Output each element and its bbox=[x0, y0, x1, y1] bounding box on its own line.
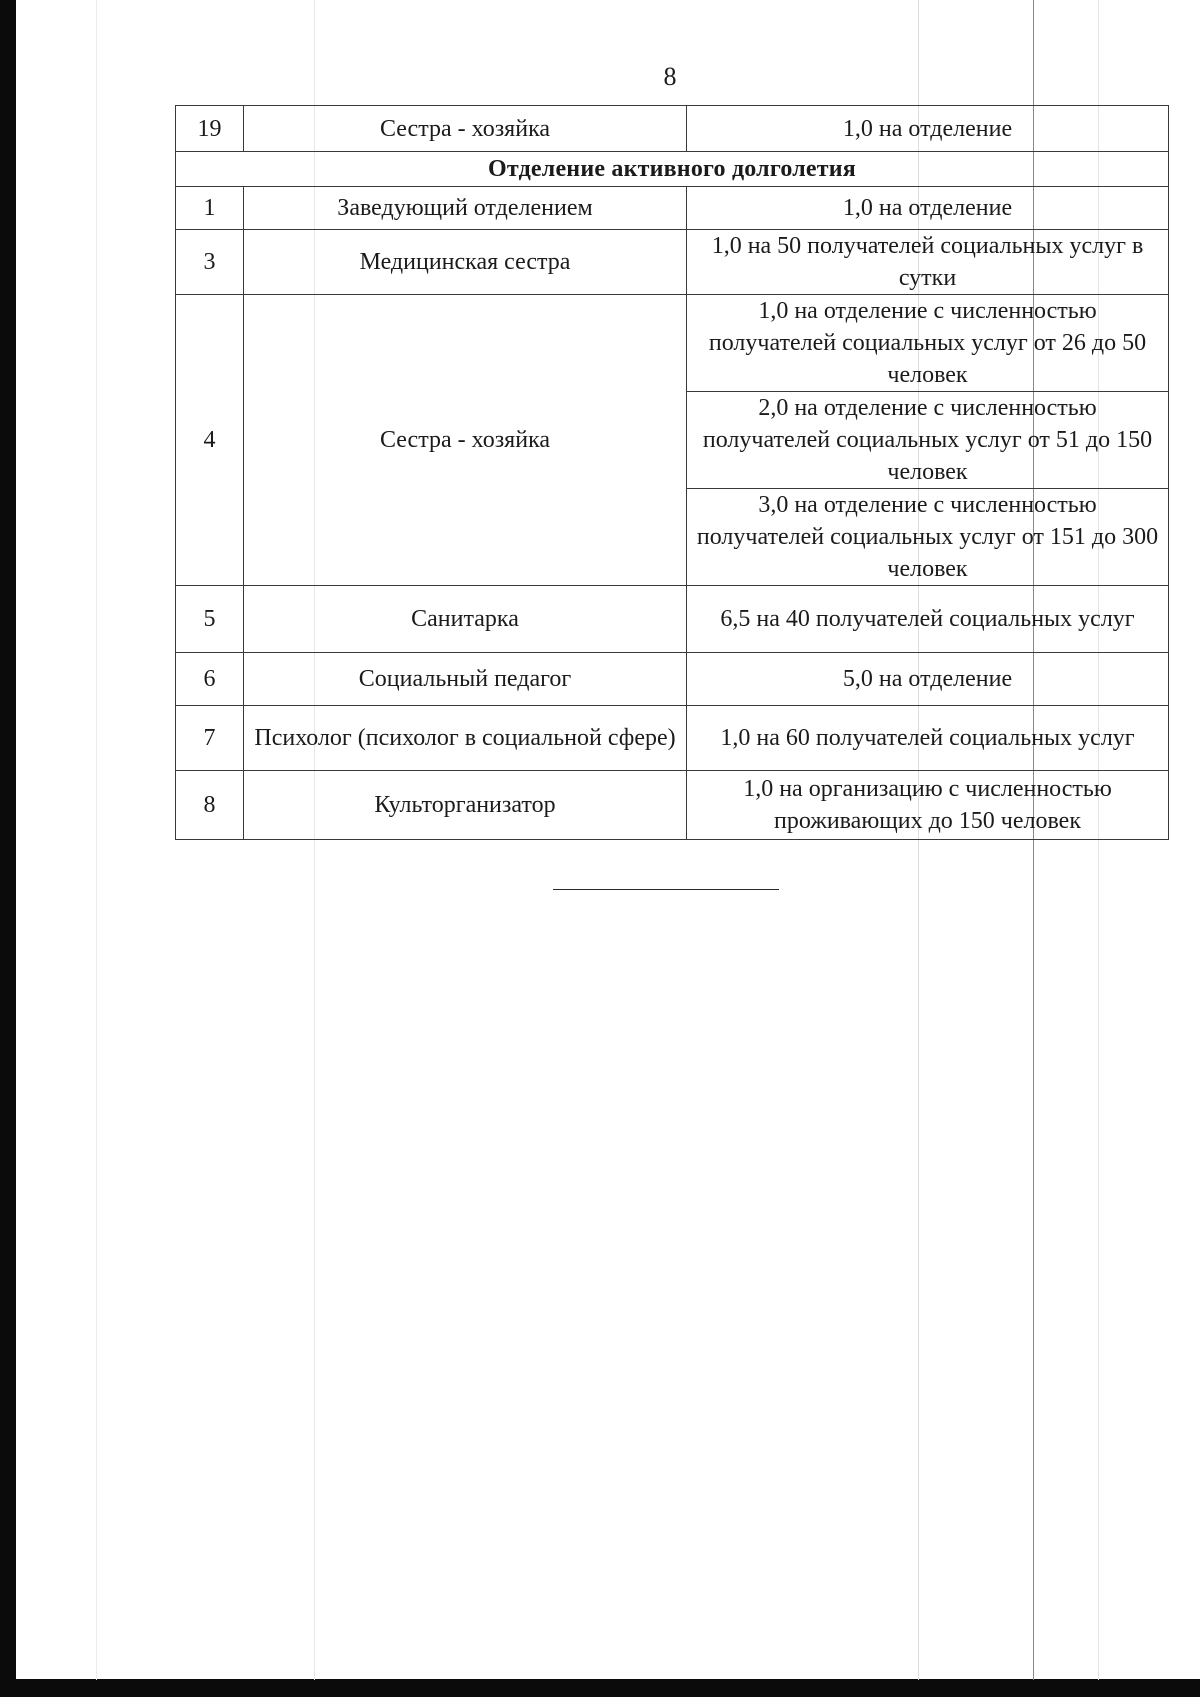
staffing-norm: 1,0 на отделение bbox=[687, 187, 1169, 230]
table-row bbox=[176, 706, 1169, 771]
staffing-norm: 5,0 на отделение bbox=[687, 653, 1169, 706]
page-number: 8 bbox=[663, 62, 677, 91]
position-name: Сестра - хозяйка bbox=[244, 106, 687, 152]
position-name: Сестра - хозяйка bbox=[244, 295, 687, 586]
table-row bbox=[176, 106, 1169, 152]
staffing-norm: 2,0 на отделение с численностью получателей социальных услуг от 51 до 150 человек bbox=[687, 392, 1169, 489]
row-number: 19 bbox=[176, 106, 244, 152]
table-row bbox=[176, 771, 1169, 840]
section-header-row bbox=[176, 152, 1169, 187]
row-number: 3 bbox=[176, 230, 244, 295]
scan-border-bottom bbox=[0, 1679, 1200, 1697]
staffing-norm: 3,0 на отделение с численностью получателей социальных услуг от 151 до 300 человек bbox=[687, 489, 1169, 586]
row-number: 4 bbox=[176, 295, 244, 586]
staffing-norm: 1,0 на 50 получателей социальных услуг в сутки bbox=[687, 230, 1169, 295]
staffing-norm: 1,0 на отделение bbox=[687, 106, 1169, 152]
row-number: 8 bbox=[176, 771, 244, 840]
table-row bbox=[176, 586, 1169, 653]
end-of-document-rule bbox=[553, 889, 779, 890]
position-name: Психолог (психолог в социальной сфере) bbox=[244, 706, 687, 771]
row-number: 6 bbox=[176, 653, 244, 706]
position-name: Культорганизатор bbox=[244, 771, 687, 840]
table-row bbox=[176, 230, 1169, 295]
scan-streak bbox=[96, 0, 97, 1680]
scan-border-left bbox=[0, 0, 16, 1697]
row-number: 5 bbox=[176, 586, 244, 653]
staffing-table bbox=[175, 105, 1169, 840]
staffing-norm: 1,0 на организацию с численностью проживающих до 150 человек bbox=[687, 771, 1169, 840]
table-row bbox=[176, 187, 1169, 230]
staffing-norm: 6,5 на 40 получателей социальных услуг bbox=[687, 586, 1169, 653]
row-number: 7 bbox=[176, 706, 244, 771]
staffing-norm: 1,0 на 60 получателей социальных услуг bbox=[687, 706, 1169, 771]
table-row bbox=[176, 653, 1169, 706]
section-title: Отделение активного долголетия bbox=[176, 152, 1169, 187]
row-number: 1 bbox=[176, 187, 244, 230]
position-name: Санитарка bbox=[244, 586, 687, 653]
position-name: Медицинская сестра bbox=[244, 230, 687, 295]
position-name: Социальный педагог bbox=[244, 653, 687, 706]
staffing-norm: 1,0 на отделение с численностью получателей социальных услуг от 26 до 50 человек bbox=[687, 295, 1169, 392]
position-name: Заведующий отделением bbox=[244, 187, 687, 230]
table-row bbox=[176, 295, 1169, 392]
